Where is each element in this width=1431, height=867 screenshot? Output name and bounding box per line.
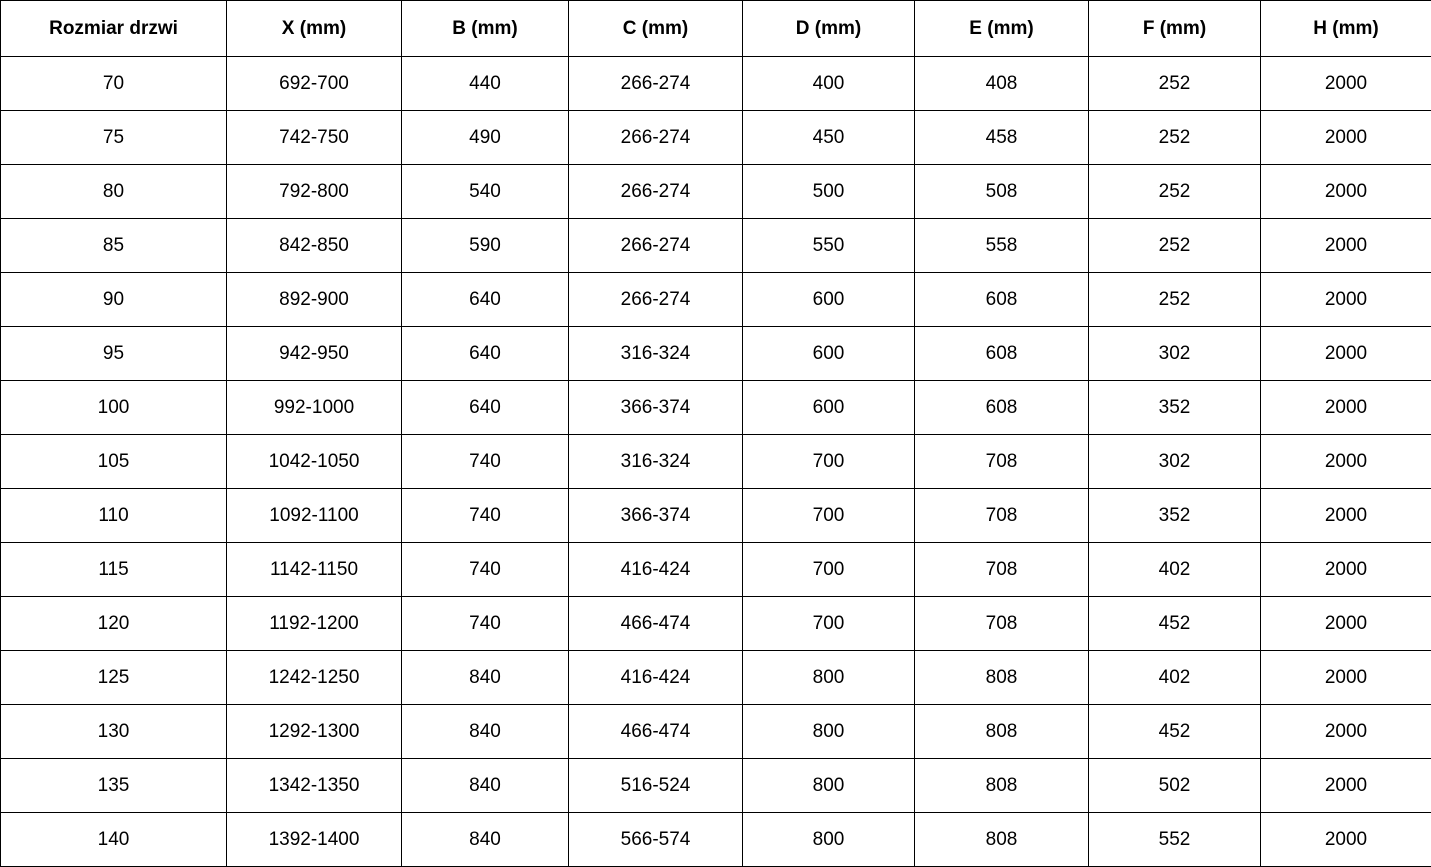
column-header-b: B (mm)	[402, 1, 569, 57]
table-cell: 608	[915, 381, 1089, 435]
table-cell: 608	[915, 273, 1089, 327]
table-cell: 90	[1, 273, 227, 327]
column-header-e: E (mm)	[915, 1, 1089, 57]
table-cell: 452	[1089, 705, 1261, 759]
table-cell: 2000	[1261, 759, 1431, 813]
table-cell: 2000	[1261, 813, 1431, 867]
table-cell: 266-274	[569, 219, 743, 273]
table-cell: 408	[915, 57, 1089, 111]
table-cell: 1242-1250	[227, 651, 402, 705]
table-cell: 708	[915, 435, 1089, 489]
table-cell: 808	[915, 813, 1089, 867]
table-cell: 115	[1, 543, 227, 597]
column-header-d: D (mm)	[743, 1, 915, 57]
table-cell: 2000	[1261, 543, 1431, 597]
table-cell: 458	[915, 111, 1089, 165]
table-cell: 700	[743, 435, 915, 489]
table-cell: 2000	[1261, 651, 1431, 705]
table-cell: 1092-1100	[227, 489, 402, 543]
table-row	[1, 489, 1431, 543]
table-cell: 840	[402, 813, 569, 867]
table-cell: 502	[1089, 759, 1261, 813]
table-cell: 840	[402, 705, 569, 759]
table-cell: 452	[1089, 597, 1261, 651]
table-cell: 1042-1050	[227, 435, 402, 489]
table-cell: 740	[402, 435, 569, 489]
table-cell: 700	[743, 489, 915, 543]
column-header-f: F (mm)	[1089, 1, 1261, 57]
table-cell: 500	[743, 165, 915, 219]
table-cell: 740	[402, 597, 569, 651]
table-cell: 402	[1089, 543, 1261, 597]
table-cell: 302	[1089, 327, 1261, 381]
table-cell: 540	[402, 165, 569, 219]
column-header-c: C (mm)	[569, 1, 743, 57]
table-cell: 2000	[1261, 273, 1431, 327]
table-cell: 1392-1400	[227, 813, 402, 867]
table-cell: 302	[1089, 435, 1261, 489]
table-row	[1, 327, 1431, 381]
table-cell: 130	[1, 705, 227, 759]
table-cell: 402	[1089, 651, 1261, 705]
table-cell: 600	[743, 273, 915, 327]
table-cell: 366-374	[569, 489, 743, 543]
table-row	[1, 435, 1431, 489]
table-cell: 490	[402, 111, 569, 165]
table-cell: 366-374	[569, 381, 743, 435]
table-cell: 252	[1089, 165, 1261, 219]
table-cell: 600	[743, 381, 915, 435]
table-cell: 2000	[1261, 381, 1431, 435]
table-cell: 742-750	[227, 111, 402, 165]
table-cell: 352	[1089, 381, 1261, 435]
table-header-row	[1, 1, 1431, 57]
table-cell: 120	[1, 597, 227, 651]
table-cell: 808	[915, 651, 1089, 705]
table-cell: 110	[1, 489, 227, 543]
table-cell: 440	[402, 57, 569, 111]
table-cell: 75	[1, 111, 227, 165]
table-cell: 640	[402, 381, 569, 435]
table-cell: 608	[915, 327, 1089, 381]
table-cell: 252	[1089, 273, 1261, 327]
table-cell: 590	[402, 219, 569, 273]
table-cell: 808	[915, 759, 1089, 813]
table-row	[1, 165, 1431, 219]
table-cell: 692-700	[227, 57, 402, 111]
table-cell: 266-274	[569, 57, 743, 111]
table-cell: 640	[402, 327, 569, 381]
table-cell: 140	[1, 813, 227, 867]
table-cell: 550	[743, 219, 915, 273]
table-cell: 252	[1089, 219, 1261, 273]
column-header-x: X (mm)	[227, 1, 402, 57]
table-row	[1, 543, 1431, 597]
table-cell: 2000	[1261, 597, 1431, 651]
table-cell: 842-850	[227, 219, 402, 273]
table-cell: 135	[1, 759, 227, 813]
table-row	[1, 273, 1431, 327]
table-cell: 95	[1, 327, 227, 381]
table-cell: 2000	[1261, 705, 1431, 759]
table-cell: 1192-1200	[227, 597, 402, 651]
table-row	[1, 381, 1431, 435]
table-cell: 992-1000	[227, 381, 402, 435]
table-cell: 800	[743, 813, 915, 867]
table-cell: 252	[1089, 111, 1261, 165]
table-cell: 266-274	[569, 111, 743, 165]
table-cell: 792-800	[227, 165, 402, 219]
table-cell: 800	[743, 759, 915, 813]
column-header-h: H (mm)	[1261, 1, 1431, 57]
table-cell: 125	[1, 651, 227, 705]
table-row	[1, 597, 1431, 651]
table-cell: 316-324	[569, 327, 743, 381]
table-cell: 466-474	[569, 705, 743, 759]
column-header-rozmiar-drzwi: Rozmiar drzwi	[1, 1, 227, 57]
table-cell: 2000	[1261, 327, 1431, 381]
table-cell: 516-524	[569, 759, 743, 813]
table-cell: 105	[1, 435, 227, 489]
table-cell: 2000	[1261, 435, 1431, 489]
table-cell: 740	[402, 543, 569, 597]
table-cell: 316-324	[569, 435, 743, 489]
table-cell: 352	[1089, 489, 1261, 543]
table-cell: 2000	[1261, 219, 1431, 273]
table-cell: 80	[1, 165, 227, 219]
table-cell: 566-574	[569, 813, 743, 867]
table-cell: 840	[402, 759, 569, 813]
table-cell: 740	[402, 489, 569, 543]
table-cell: 552	[1089, 813, 1261, 867]
table-cell: 2000	[1261, 165, 1431, 219]
table-cell: 416-424	[569, 543, 743, 597]
table-cell: 466-474	[569, 597, 743, 651]
table-cell: 1342-1350	[227, 759, 402, 813]
table-cell: 70	[1, 57, 227, 111]
table-cell: 100	[1, 381, 227, 435]
table-cell: 2000	[1261, 489, 1431, 543]
table-cell: 450	[743, 111, 915, 165]
table-cell: 708	[915, 597, 1089, 651]
table-cell: 942-950	[227, 327, 402, 381]
table-row	[1, 705, 1431, 759]
table-cell: 266-274	[569, 165, 743, 219]
table-cell: 800	[743, 651, 915, 705]
table-cell: 85	[1, 219, 227, 273]
table-cell: 1142-1150	[227, 543, 402, 597]
table-body	[1, 57, 1431, 867]
table-cell: 2000	[1261, 111, 1431, 165]
table-row	[1, 219, 1431, 273]
table-cell: 708	[915, 543, 1089, 597]
table-cell: 700	[743, 597, 915, 651]
table-cell: 558	[915, 219, 1089, 273]
table-cell: 892-900	[227, 273, 402, 327]
table-row	[1, 759, 1431, 813]
table-row	[1, 57, 1431, 111]
table-cell: 808	[915, 705, 1089, 759]
table-cell: 600	[743, 327, 915, 381]
table-cell: 708	[915, 489, 1089, 543]
table-cell: 252	[1089, 57, 1261, 111]
table-row	[1, 651, 1431, 705]
table-cell: 416-424	[569, 651, 743, 705]
table-cell: 640	[402, 273, 569, 327]
table-cell: 2000	[1261, 57, 1431, 111]
table-row	[1, 813, 1431, 867]
table-header	[1, 1, 1431, 57]
table-cell: 800	[743, 705, 915, 759]
table-cell: 840	[402, 651, 569, 705]
table-row	[1, 111, 1431, 165]
table-cell: 266-274	[569, 273, 743, 327]
table-cell: 1292-1300	[227, 705, 402, 759]
table-cell: 508	[915, 165, 1089, 219]
table-cell: 700	[743, 543, 915, 597]
table-cell: 400	[743, 57, 915, 111]
